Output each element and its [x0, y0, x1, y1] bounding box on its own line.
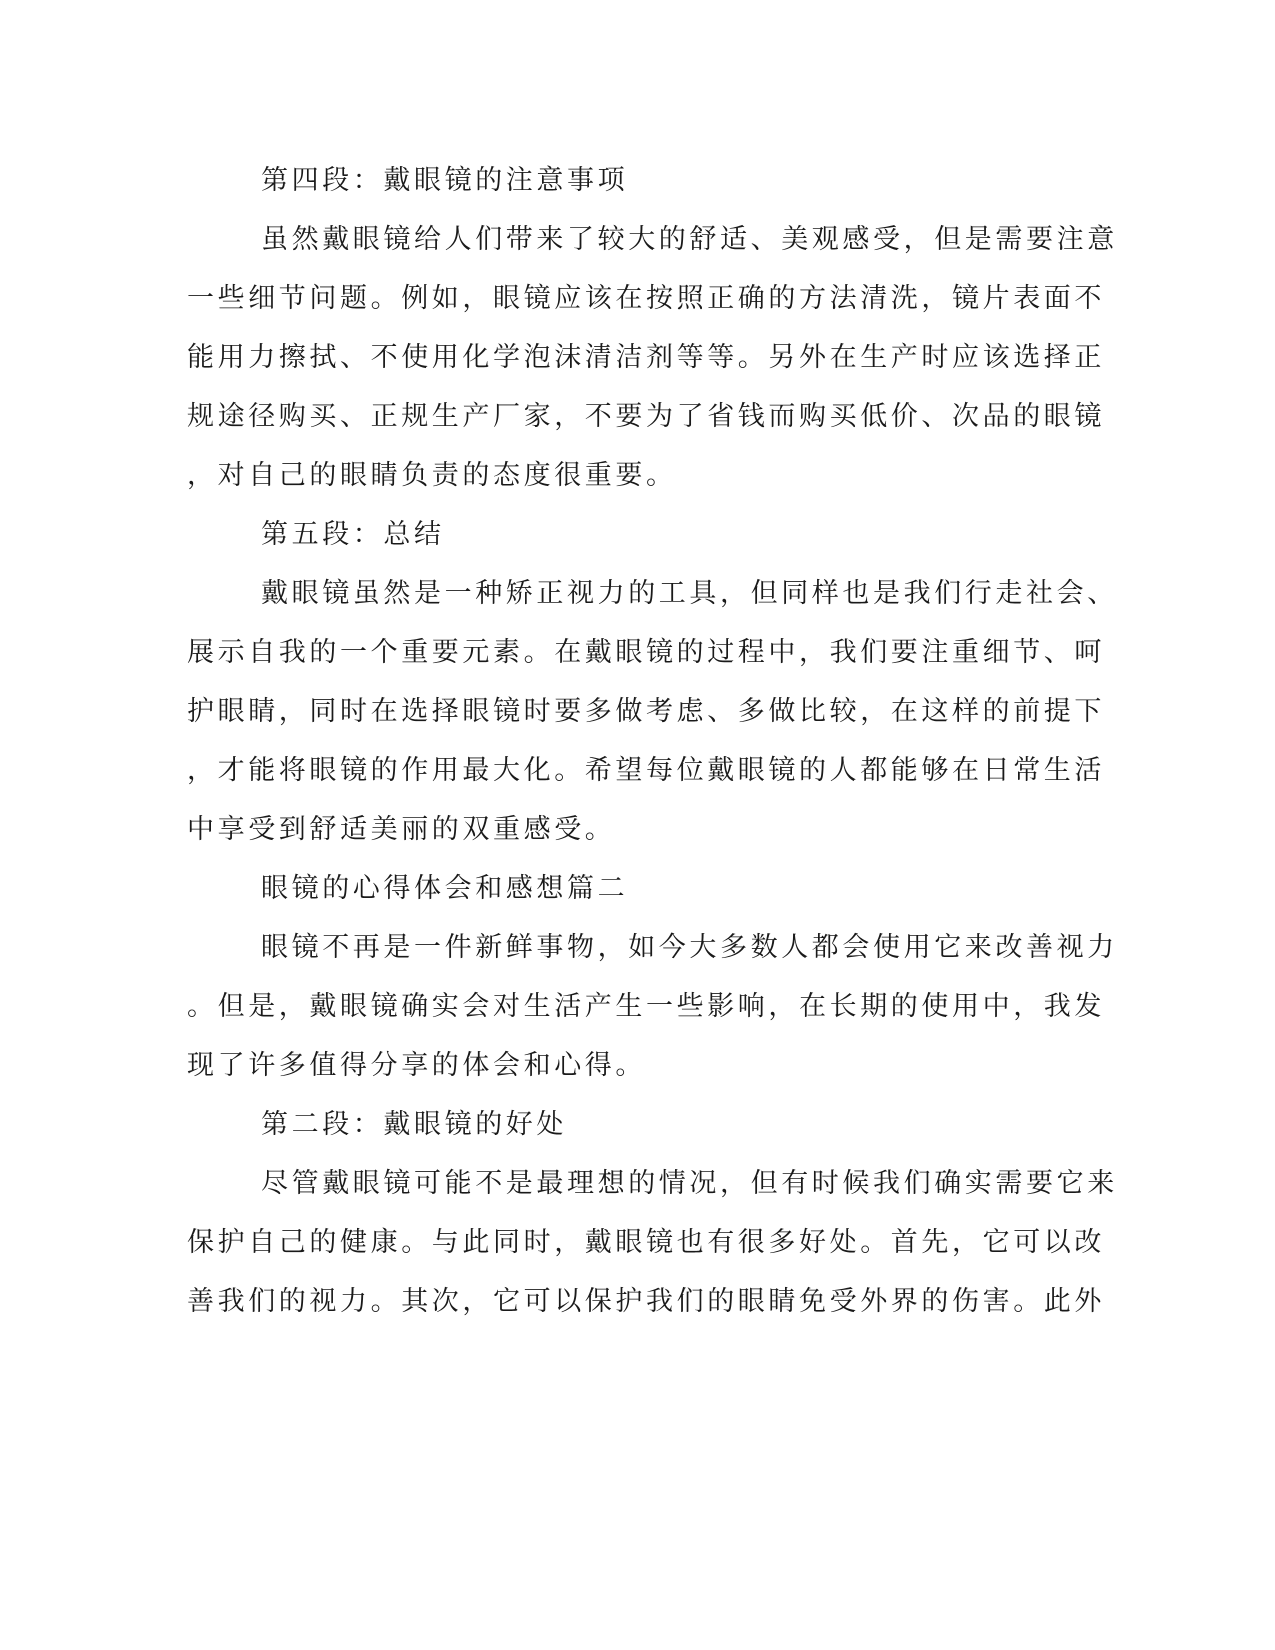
paragraph-line: 现了许多值得分享的体会和心得。 [187, 1050, 646, 1081]
paragraph-line: 保护自己的健康。与此同时，戴眼镜也有很多好处。首先，它可以改 [187, 1227, 1105, 1258]
paragraph-line: 中享受到舒适美丽的双重感受。 [187, 814, 616, 845]
paragraph-line: 尽管戴眼镜可能不是最理想的情况，但有时候我们确实需要它来 [261, 1168, 1118, 1199]
paragraph-line: 戴眼镜虽然是一种矫正视力的工具，但同样也是我们行走社会、 [261, 578, 1118, 609]
article-heading: 眼镜的心得体会和感想篇二 [261, 873, 629, 904]
paragraph-line: 展示自我的一个重要元素。在戴眼镜的过程中，我们要注重细节、呵 [187, 637, 1105, 668]
paragraph-line: 虽然戴眼镜给人们带来了较大的舒适、美观感受，但是需要注意 [261, 224, 1118, 255]
paragraph-line: 善我们的视力。其次，它可以保护我们的眼睛免受外界的伤害。此外 [187, 1286, 1105, 1317]
section-heading-4: 第四段：戴眼镜的注意事项 [261, 165, 629, 196]
paragraph-line: 。但是，戴眼镜确实会对生活产生一些影响，在长期的使用中，我发 [187, 991, 1105, 1022]
paragraph-line: 一些细节问题。例如，眼镜应该在按照正确的方法清洗，镜片表面不 [187, 283, 1105, 314]
paragraph-line: ，对自己的眼睛负责的态度很重要。 [187, 460, 677, 491]
paragraph-line: ，才能将眼镜的作用最大化。希望每位戴眼镜的人都能够在日常生活 [187, 755, 1105, 786]
paragraph-line: 眼镜不再是一件新鲜事物，如今大多数人都会使用它来改善视力 [261, 932, 1118, 963]
paragraph-line: 规途径购买、正规生产厂家，不要为了省钱而购买低价、次品的眼镜 [187, 401, 1105, 432]
paragraph-line: 护眼睛，同时在选择眼镜时要多做考虑、多做比较，在这样的前提下 [187, 696, 1105, 727]
section-heading-5: 第五段：总结 [261, 519, 445, 550]
section-heading-2: 第二段：戴眼镜的好处 [261, 1109, 567, 1140]
paragraph-line: 能用力擦拭、不使用化学泡沫清洁剂等等。另外在生产时应该选择正 [187, 342, 1105, 373]
